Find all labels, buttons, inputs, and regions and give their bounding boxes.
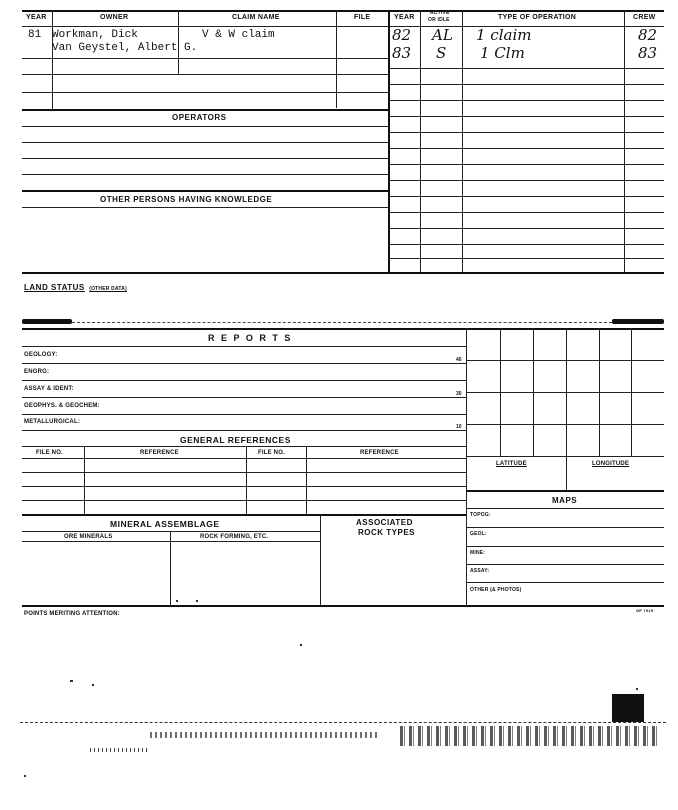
report-number-10: 10: [456, 424, 462, 430]
col-line: [462, 10, 463, 272]
col-rock-forming: ROCK FORMING, ETC.: [200, 534, 269, 540]
row-line: [22, 414, 466, 415]
ref-col-reference: REFERENCE: [140, 450, 179, 456]
owner-row-1-owner: Workman, Dick: [52, 29, 138, 41]
row-line: [388, 84, 664, 85]
row-line: [466, 527, 664, 528]
row-line: [466, 582, 664, 583]
speck: [176, 600, 178, 602]
row-line: [22, 174, 388, 175]
row-line: [22, 190, 388, 192]
noise-band: [90, 748, 150, 752]
col-line: [624, 10, 625, 272]
row-line: [388, 180, 664, 181]
row-line: [388, 164, 664, 165]
dashed-divider: [72, 322, 612, 323]
longitude-label: LONGITUDE: [592, 461, 630, 467]
form-code: GP 7919: [636, 608, 654, 613]
row-line: [466, 564, 664, 565]
activity-row-1-crew: 82: [638, 26, 658, 44]
row-line: [388, 100, 664, 101]
owner-row-2-owner: Van Geystel, Albert G.: [52, 42, 198, 54]
land-status-label: [24, 277, 127, 295]
row-line: [22, 514, 466, 516]
smudge-right: [612, 319, 664, 324]
report-number-40: 40: [456, 357, 462, 363]
row-line: [22, 458, 466, 459]
owner-row-1-year: 81: [28, 29, 42, 41]
noise-line: [20, 722, 666, 724]
center-divider: [388, 10, 390, 272]
land-status-title: LAND STATUS: [24, 283, 85, 292]
col-line: [246, 446, 247, 514]
grid-line: [466, 424, 664, 425]
col-line: [336, 10, 337, 108]
maps-mine: MINE:: [470, 550, 486, 556]
speck: [92, 684, 94, 686]
speck: [24, 775, 26, 777]
ref-col-file-no: FILE NO.: [36, 450, 63, 456]
row-line: [22, 472, 466, 473]
speck: [196, 600, 198, 602]
noise-band: [150, 732, 380, 738]
speck: [300, 644, 302, 646]
reports-heading: R E P O R T S: [208, 333, 293, 343]
speck: [636, 688, 638, 690]
row-line: [22, 531, 320, 532]
col-ore-minerals: ORE MINERALS: [64, 534, 113, 540]
latitude-label: LATITUDE: [496, 461, 527, 467]
col-line: [84, 446, 85, 514]
top-border: [22, 10, 664, 12]
col-line: [306, 446, 307, 514]
row-line: [22, 430, 466, 431]
header-type-of-operation: TYPE OF OPERATION: [498, 14, 577, 21]
row-line: [466, 508, 664, 509]
row-line: [388, 132, 664, 133]
maps-heading: MAPS: [552, 496, 578, 505]
row-line: [388, 116, 664, 117]
other-persons-heading: OTHER PERSONS HAVING KNOWLEDGE: [100, 195, 273, 204]
row-line: [22, 92, 388, 93]
black-block: [612, 694, 644, 722]
col-line: [320, 514, 321, 606]
bottom-section-bottom: [22, 605, 664, 607]
points-meriting-attention: POINTS MERITING ATTENTION:: [24, 611, 120, 617]
row-line: [22, 74, 388, 75]
rock-types-heading: ROCK TYPES: [358, 528, 416, 537]
ref-col-reference-2: REFERENCE: [360, 450, 399, 456]
coord-divider: [566, 456, 567, 490]
activity-row-2-operation: 1 Clm: [480, 44, 525, 62]
row-line: [22, 397, 466, 398]
report-geology: GEOLOGY:: [24, 352, 58, 358]
report-metallurgical: METALLURGICAL:: [24, 419, 81, 425]
activity-row-2-crew: 83: [638, 44, 658, 62]
activity-row-1-year: 82: [392, 26, 412, 44]
row-line: [388, 148, 664, 149]
grid-line: [466, 392, 664, 393]
row-line: [388, 196, 664, 197]
row-line: [388, 244, 664, 245]
row-line: [22, 486, 466, 487]
smudge-left: [22, 319, 72, 324]
report-number-30: 30: [456, 391, 462, 397]
land-status-note: (OTHER DATA): [89, 286, 127, 292]
mineral-assemblage-heading: MINERAL ASSEMBLAGE: [110, 519, 220, 529]
row-line: [22, 363, 466, 364]
activity-row-1-operation: 1 claim: [476, 26, 532, 44]
row-line: [22, 541, 320, 542]
header-or-idle: OR IDLE: [428, 17, 450, 23]
row-line: [22, 500, 466, 501]
bottom-section-top: [22, 328, 664, 330]
row-line: [22, 272, 664, 274]
row-line: [22, 207, 388, 208]
col-line: [420, 10, 421, 272]
header-crew: CREW: [633, 14, 656, 21]
activity-row-2-year: 83: [392, 44, 412, 62]
grid-line: [466, 360, 664, 361]
ref-col-file-no-2: FILE NO.: [258, 450, 285, 456]
report-engrg: ENGRG:: [24, 369, 50, 375]
maps-geol: GEOL:: [470, 531, 487, 537]
col-line: [52, 10, 53, 110]
header-year: YEAR: [26, 14, 47, 21]
col-line: [170, 531, 171, 606]
noise-band: [400, 726, 660, 746]
row-line: [388, 68, 664, 69]
row-line: [466, 546, 664, 547]
row-line: [388, 212, 664, 213]
general-references-heading: GENERAL REFERENCES: [180, 435, 291, 445]
speck: [70, 680, 73, 682]
grid-line: [466, 456, 664, 457]
owner-row-1-claim: V & W claim: [202, 29, 275, 41]
header-year-activity: YEAR: [394, 14, 415, 21]
associated-heading: ASSOCIATED: [356, 518, 413, 527]
header-file: FILE: [354, 14, 371, 21]
maps-top: [466, 490, 664, 492]
maps-assay: ASSAY:: [470, 568, 490, 574]
header-claim-name: CLAIM NAME: [232, 14, 280, 21]
header-active: ACTIVE: [430, 10, 450, 16]
row-line: [22, 142, 388, 143]
report-geophys: GEOPHYS. & GEOCHEM:: [24, 403, 100, 409]
report-assay: ASSAY & IDENT:: [24, 386, 74, 392]
activity-row-2-status: S: [436, 44, 447, 62]
maps-topog: TOPOG:: [470, 512, 491, 518]
header-owner: OWNER: [100, 14, 129, 21]
row-line: [22, 446, 466, 447]
row-line: [388, 258, 664, 259]
row-line: [22, 158, 388, 159]
row-line: [22, 126, 388, 127]
row-line: [22, 346, 466, 347]
row-line: [22, 109, 388, 111]
row-line: [22, 58, 388, 59]
row-line: [22, 380, 466, 381]
operators-heading: OPERATORS: [172, 113, 227, 122]
row-line: [388, 228, 664, 229]
header-bottom-line: [22, 26, 664, 27]
activity-row-1-status: AL: [432, 26, 453, 44]
maps-other: OTHER (& PHOTOS): [470, 587, 522, 593]
